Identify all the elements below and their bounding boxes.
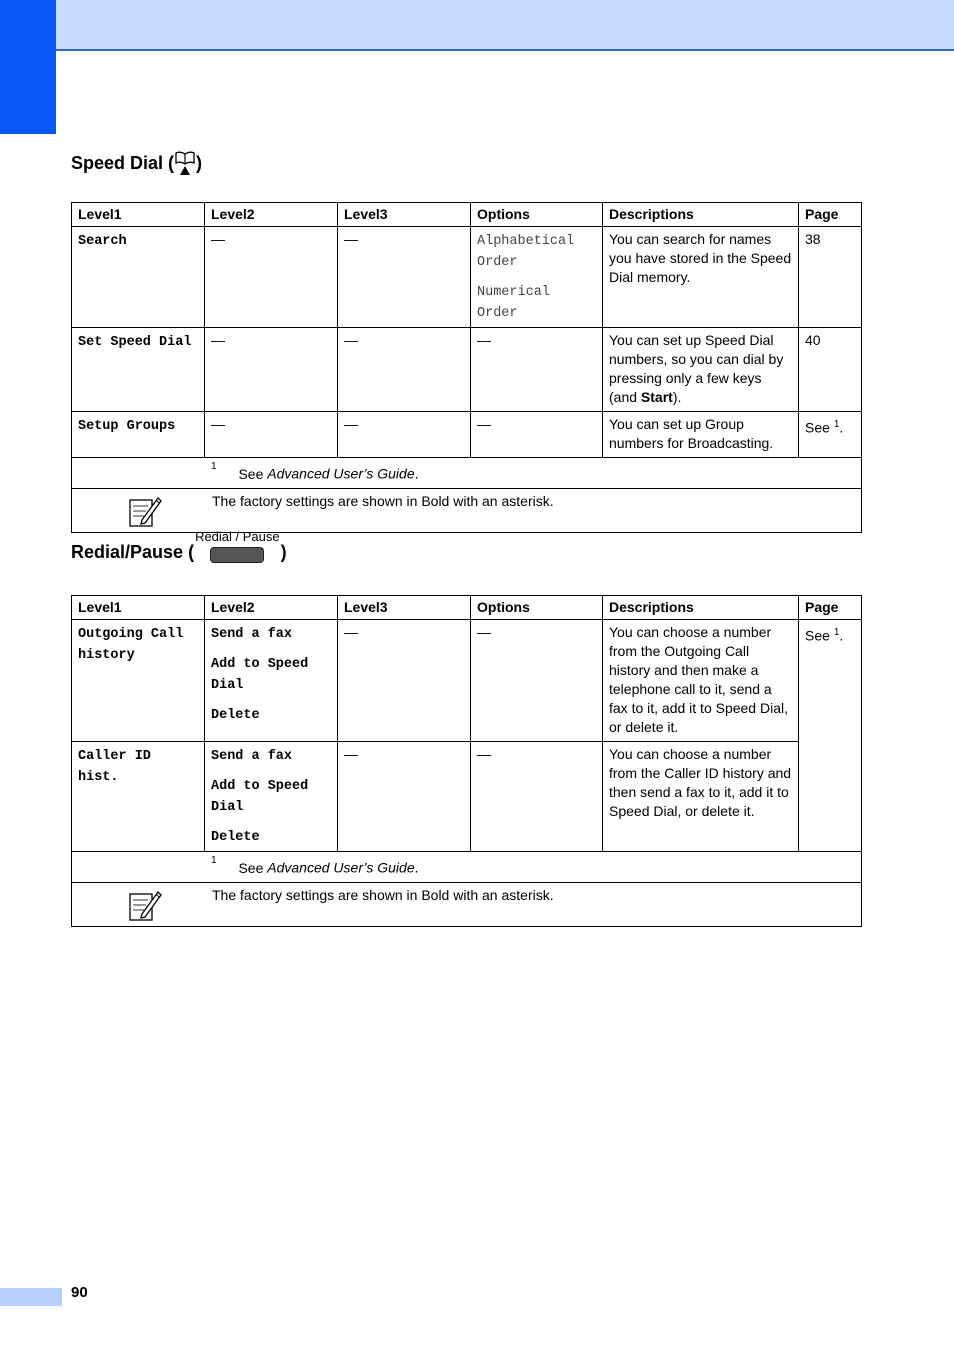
description-cell: You can choose a number from the Caller ID history and then send a fax to it, add it to Speed Dial, or delete it.: [603, 742, 799, 852]
level2-delete: Delete: [211, 830, 260, 845]
speed-dial-title: Speed Dial: [71, 152, 164, 173]
note-text: The factory settings are shown in Bold with an asterisk.: [212, 492, 554, 509]
option-alphabetical: Alphabetical Order: [477, 234, 575, 270]
header-level3: Level3: [338, 596, 471, 620]
header-level1: Level1: [72, 596, 205, 620]
header-bar: [0, 0, 954, 51]
level2-cell: —: [205, 412, 338, 458]
redial-table: [71, 595, 862, 927]
options-cell: —: [471, 328, 603, 412]
header-level2: Level2: [205, 596, 338, 620]
options-cell: —: [471, 412, 603, 458]
level2-send-fax: Send a fax: [211, 749, 293, 764]
header-descriptions: Descriptions: [603, 596, 799, 620]
level1-cell: Search: [78, 234, 127, 249]
description-cell: You can search for names you have stored in the Speed Dial memory.: [603, 227, 799, 328]
table-header-row: [72, 596, 862, 620]
phonebook-icon: [174, 150, 196, 176]
note-row: [72, 488, 862, 532]
description-cell: You can set up Speed Dial numbers, so you can dial by pressing only a few keys (and Start).: [603, 328, 799, 412]
description-cell: You can set up Group numbers for Broadcasting.: [603, 412, 799, 458]
table-row: [72, 328, 862, 412]
page-number-bar: [0, 1288, 62, 1306]
page-cell: 40: [799, 328, 862, 412]
speed-dial-heading: Speed Dial ( ): [71, 150, 202, 176]
note-pencil-icon: [78, 492, 212, 528]
level2-delete: Delete: [211, 708, 260, 723]
header-options: Options: [471, 203, 603, 227]
table-row: [72, 742, 862, 852]
footnote-row: [72, 458, 862, 489]
level3-cell: —: [338, 328, 471, 412]
description-cell: You can choose a number from the Outgoing Call history and then make a telephone call to it, send a fax to it, add it to Speed Dial, or delete it.: [603, 620, 799, 742]
note-text: The factory settings are shown in Bold with an asterisk.: [212, 886, 554, 903]
header-page: Page: [799, 203, 862, 227]
page-cell: 38: [799, 227, 862, 328]
redial-pause-button-icon: Redial / Pause: [195, 530, 280, 563]
footnote: $^1$ See Advanced User’s Guide.: [72, 458, 862, 489]
level2-cell: —: [205, 328, 338, 412]
table-row: [72, 620, 862, 742]
level3-cell: —: [338, 227, 471, 328]
note-row: [72, 882, 862, 926]
level1-cell: Set Speed Dial: [78, 335, 192, 350]
header-level2: Level2: [205, 203, 338, 227]
header-options: Options: [471, 596, 603, 620]
level2-cell: —: [205, 227, 338, 328]
level3-cell: —: [338, 412, 471, 458]
level2-add-speed-dial: Add to Speed Dial: [211, 779, 309, 815]
level3-cell: —: [338, 742, 471, 852]
level3-cell: —: [338, 620, 471, 742]
table-row: [72, 412, 862, 458]
page-number: 90: [71, 1284, 88, 1301]
header-level1: Level1: [72, 203, 205, 227]
redial-heading: Redial/Pause ( Redial / Pause ): [71, 529, 287, 562]
table-header-row: [72, 203, 862, 227]
level1-cell: Caller ID hist.: [78, 749, 151, 785]
level2-send-fax: Send a fax: [211, 627, 293, 642]
chapter-tab: [0, 0, 56, 134]
header-page: Page: [799, 596, 862, 620]
note-pencil-icon: [78, 886, 212, 922]
header-level3: Level3: [338, 203, 471, 227]
header-descriptions: Descriptions: [603, 203, 799, 227]
page-cell: See $^1$.: [799, 620, 862, 852]
footnote-row: [72, 852, 862, 883]
level2-add-speed-dial: Add to Speed Dial: [211, 657, 309, 693]
options-cell: —: [471, 742, 603, 852]
level1-cell: Setup Groups: [78, 419, 176, 434]
redial-title: Redial/Pause: [71, 542, 184, 562]
speed-dial-table: [71, 202, 862, 533]
page-cell: See $^1$.: [799, 412, 862, 458]
level1-cell: Outgoing Call history: [78, 627, 184, 663]
options-cell: —: [471, 620, 603, 742]
table-row: [72, 227, 862, 328]
option-numerical: Numerical Order: [477, 285, 550, 321]
footnote: $^1$ See Advanced User’s Guide.: [72, 852, 862, 883]
start-key-label: Start: [640, 389, 673, 405]
